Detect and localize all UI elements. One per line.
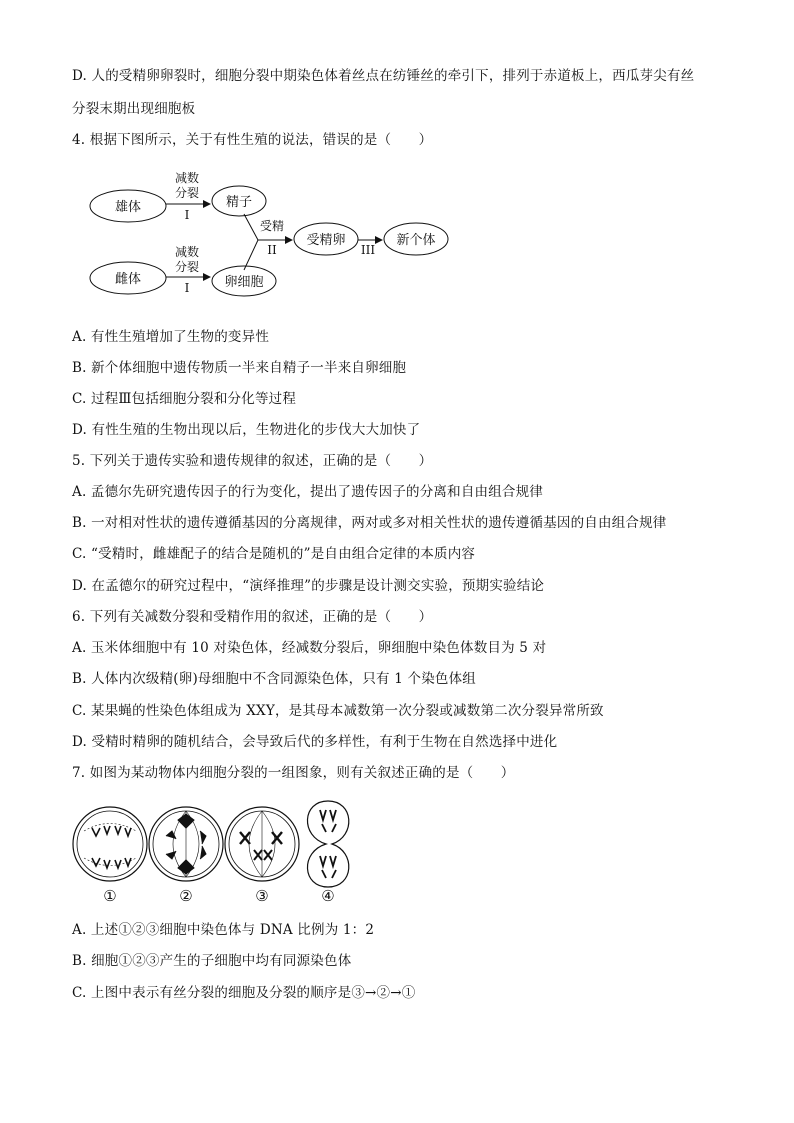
question-4-option-d: D. 有性生殖的生物出现以后，生物进化的步伐大大加快了 [72,422,421,438]
meiosis-label-top-1: 减数 [174,171,200,185]
question-6-stem: 6. 下列有关减数分裂和受精作用的叙述，正确的是（ ） [72,609,433,625]
question-4-option-c: C. 过程Ⅲ包括细胞分裂和分化等过程 [72,391,297,407]
meiosis-label-top-2: 分裂 [174,186,200,200]
male-node [90,190,166,222]
cell-3 [225,807,299,905]
question-7-option-a: A. 上述①②③细胞中染色体与 DNA 比例为 1：2 [72,922,375,938]
roman-3: III [360,243,376,257]
egg-node [212,266,276,296]
cell-4 [307,801,348,905]
roman-2: II [267,243,277,257]
egg-label: 卵细胞 [224,275,264,290]
question-6-option-b: B. 人体内次级精(卵)母细胞中不含同源染色体，只有 1 个染色体组 [72,671,477,687]
question-6-option-c: C. 某果蝇的性染色体组成为 XXY，是其母本减数第一次分裂或减数第二次分裂异常所致 [72,703,604,719]
question-5-option-c: C. “受精时，雌雄配子的结合是随机的”是自由组合定律的本质内容 [72,546,476,562]
sexual-reproduction-diagram [86,164,456,304]
question-4-option-a: A. 有性生殖增加了生物的变异性 [72,329,270,345]
question-7-stem: 7. 如图为某动物体内细胞分裂的一组图象，则有关叙述正确的是（ ） [72,765,515,781]
question-4-option-b: B. 新个体细胞中遗传物质一半来自精子一半来自卵细胞 [72,360,407,376]
question-6-option-a: A. 玉米体细胞中有 10 对染色体，经减数分裂后，卵细胞中染色体数目为 5 对 [72,640,547,656]
question-6-option-d: D. 受精时精卵的随机结合，会导致后代的多样性，有利于生物在自然选择中进化 [72,734,558,750]
question-5-option-a: A. 孟德尔先研究遗传因子的行为变化，提出了遗传因子的分离和自由组合规律 [72,484,544,500]
sperm-node [212,186,266,216]
cell-2 [149,807,223,905]
question-7-option-b: B. 细胞①②③产生的子细胞中均有同源染色体 [72,953,352,969]
cell-3-label: ③ [255,887,269,905]
cell-1 [73,807,147,905]
fertilization-label: 受精 [259,219,285,233]
roman-1-bottom: I [184,281,190,295]
newbody-node [384,223,448,255]
option-3d-text-cont: 分裂末期出现细胞板 [72,101,196,117]
roman-1-top: I [184,208,190,222]
cell-4-label: ④ [321,887,335,905]
cell-1-label: ① [103,887,117,905]
female-node [90,262,166,294]
zygote-node [294,223,358,255]
merge-lines [244,214,258,270]
question-5-stem: 5. 下列关于遗传实验和遗传规律的叙述，正确的是（ ） [72,453,433,469]
sperm-label: 精子 [225,195,253,210]
question-4-stem: 4. 根据下图所示，关于有性生殖的说法，错误的是（ ） [72,132,433,148]
option-3d-text: D. 人的受精卵卵裂时，细胞分裂中期染色体着丝点在纺锤丝的牵引下，排列于赤道板上，西瓜芽尖有丝 [72,68,695,84]
question-7-option-c: C. 上图中表示有丝分裂的细胞及分裂的顺序是③→②→① [72,985,416,1001]
meiosis-label-bottom-2: 分裂 [174,260,200,274]
newbody-label: 新个体 [396,233,436,248]
male-label: 雄体 [114,200,142,215]
cell-division-figure [70,796,360,911]
cell-2-label: ② [179,887,193,905]
question-5-option-d: D. 在孟德尔的研究过程中，“演绎推理”的步骤是设计测交实验，预期实验结论 [72,578,545,594]
female-label: 雌体 [114,272,142,287]
meiosis-label-bottom-1: 减数 [174,245,200,259]
zygote-label: 受精卵 [306,233,346,248]
question-5-option-b: B. 一对相对性状的遗传遵循基因的分离规律，两对或多对相关性状的遗传遵循基因的自由组合规律 [72,515,667,531]
